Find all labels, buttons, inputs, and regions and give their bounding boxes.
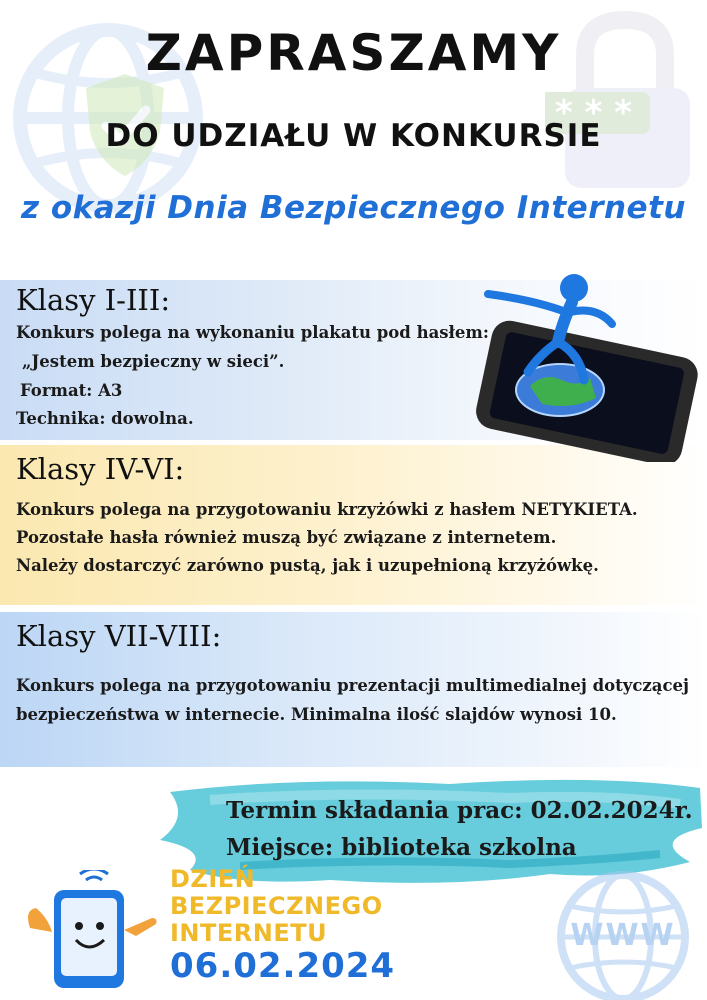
section-heading-grades-4-6: Klasy IV-VI: (16, 452, 185, 486)
section-3-line: Konkurs polega na przygotowaniu prezentacji multimedialnej dotyczącej (16, 676, 689, 695)
event-logo (170, 866, 383, 947)
occasion-subtitle: z okazji Dnia Bezpiecznego Internetu (21, 190, 686, 226)
smiling-phone-icon (24, 870, 164, 990)
section-1-line: „Jestem bezpieczny w sieci”. (22, 352, 285, 371)
section-1-line: Konkurs polega na wykonaniu plakatu pod hasłem: (16, 323, 489, 342)
section-1-line: Technika: dowolna. (16, 409, 194, 428)
logo-line: INTERNETU (170, 919, 328, 947)
logo-line: BEZPIECZNEGO (170, 892, 383, 920)
place-text: Miejsce: biblioteka szkolna (226, 834, 577, 861)
section-2-line: Pozostałe hasła również muszą być związane z internetem. (16, 528, 557, 547)
www-globe-icon (548, 862, 698, 1000)
page-title: ZAPRASZAMY (145, 24, 562, 82)
section-heading-grades-1-3: Klasy I-III: (16, 283, 171, 317)
svg-text:* * *: * * * (555, 93, 633, 133)
deadline-text: Termin składania prac: 02.02.2024r. (226, 797, 693, 824)
section-1-line: Format: A3 (20, 381, 123, 400)
www-label: WWW (570, 918, 676, 953)
section-2-line: Konkurs polega na przygotowaniu krzyżówki z hasłem NETYKIETA. (16, 500, 638, 519)
event-date: 06.02.2024 (170, 946, 396, 986)
logo-line: DZIEŃ (170, 865, 256, 893)
section-heading-grades-7-8: Klasy VII-VIII: (16, 619, 222, 653)
section-2-line: Należy dostarczyć zarówno pustą, jak i uzupełnioną krzyżówkę. (16, 556, 599, 575)
page-subtitle: DO UDZIAŁU W KONKURSIE (105, 118, 602, 154)
figure-surfing-smartphone-icon (462, 262, 702, 462)
section-3-line: bezpieczeństwa w internecie. Minimalna ilość slajdów wynosi 10. (16, 705, 617, 724)
